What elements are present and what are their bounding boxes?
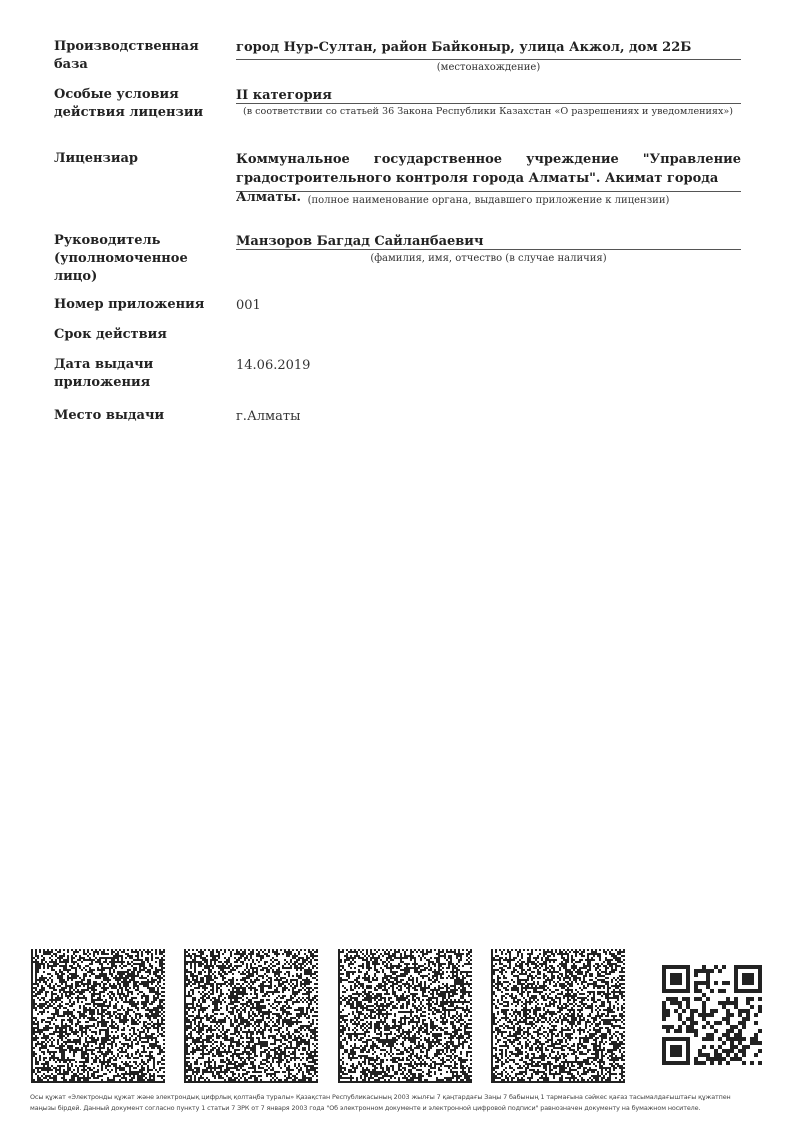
issue-place-label: Место выдачи <box>54 408 165 423</box>
head-label <box>54 232 229 286</box>
licensor-label: Лицензиар <box>54 151 138 166</box>
production-base-caption: (местонахождение) <box>436 62 541 73</box>
issue-date-value: 14.06.2019 <box>236 358 311 373</box>
special-conditions-caption: (в соответствии со статьей 36 Закона Республики Казахстан «О разрешениях и уведомлениях») <box>242 106 734 117</box>
production-base-label: Производственная база <box>54 39 199 72</box>
special-conditions-label-line1: Особые условия <box>54 87 179 102</box>
signature-codes <box>0 947 794 1087</box>
legal-footer-line2: маңызы бірдей. Данный документ согласно пункту 1 статьи 7 ЗРК от 7 января 2003 года "Об электронном документе и электронной цифровой подписи" равнозначен документу на бумажном носителе. <box>30 1104 701 1112</box>
head-label-line1: Руководитель <box>54 233 161 248</box>
qr-code-icon <box>662 965 762 1065</box>
legal-footer <box>30 1092 772 1114</box>
legal-footer-line1: Осы құжат «Электронды құжат және электрондық цифрлық қолтаңба туралы» Қазақстан Республикасының 2003 жылғы 7 қаңтардағы Заңы 7 бабының 1 тармағына сәйкес қағаз тасымалдағыштағы құжатпен <box>30 1093 731 1101</box>
special-conditions-value: II категория <box>236 86 741 104</box>
licensor-caption: (полное наименование органа, выдавшего приложение к лицензии) <box>307 195 670 206</box>
issue-date-label <box>54 356 229 392</box>
head-label-line2: (уполномоченное лицо) <box>54 251 188 284</box>
issue-date-label-line2: приложения <box>54 375 151 390</box>
datamatrix-code-3-icon <box>338 949 472 1083</box>
issue-date-label-line1: Дата выдачи <box>54 357 154 372</box>
datamatrix-code-2-icon <box>184 949 318 1083</box>
validity-label: Срок действия <box>54 327 167 342</box>
special-conditions-label <box>54 86 229 122</box>
datamatrix-code-4-icon <box>491 949 625 1083</box>
appendix-number-value: 001 <box>236 298 261 313</box>
head-caption: (фамилия, имя, отчество (в случае наличия) <box>370 253 607 264</box>
issue-place-value: г.Алматы <box>236 409 301 424</box>
appendix-number-label: Номер приложения <box>54 297 205 312</box>
special-conditions-label-line2: действия лицензии <box>54 105 204 120</box>
production-base-value: город Нур-Султан, район Байконыр, улица Акжол, дом 22Б <box>236 38 741 60</box>
head-value: Манзоров Багдад Сайланбаевич <box>236 232 741 250</box>
licensor-value-line2: градостроительного контроля города Алматы". Акимат города Алматы. <box>236 171 719 205</box>
licensor-value-line1: Коммунальное государственное учреждение "Управление <box>236 152 741 167</box>
datamatrix-code-1-icon <box>31 949 165 1083</box>
